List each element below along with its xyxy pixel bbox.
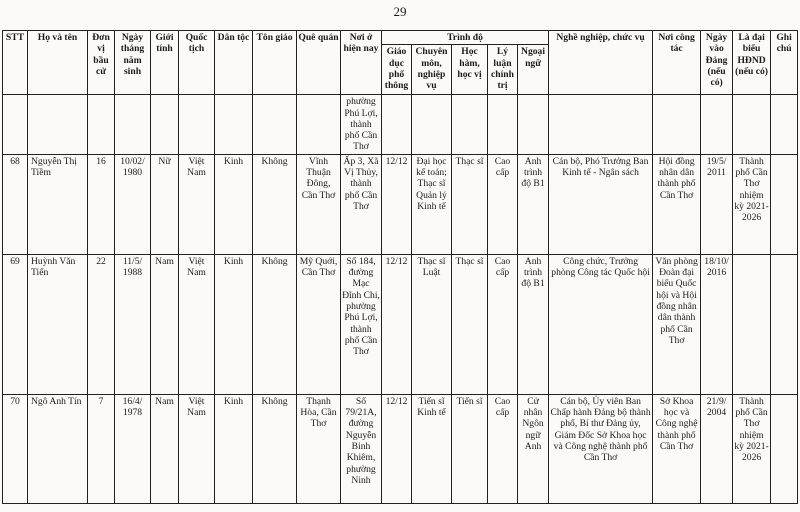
cell-stt: 68 bbox=[3, 154, 28, 254]
cell-name: Ngô Anh Tín bbox=[28, 394, 88, 503]
cell-religion: Không bbox=[253, 394, 297, 503]
cell-unit: 7 bbox=[88, 394, 115, 503]
cell-academic: Tiến sĩ bbox=[452, 394, 488, 503]
header-hometown: Quê quán bbox=[297, 31, 341, 95]
cell-language: Anh trình độ B1 bbox=[518, 154, 549, 254]
cell-delegate bbox=[733, 254, 771, 394]
header-note: Ghi chú bbox=[771, 31, 798, 95]
cell-political: Cao cấp bbox=[488, 394, 518, 503]
cell-party-date: 19/5/ 2011 bbox=[701, 154, 733, 254]
header-academic: Học hàm, học vị bbox=[452, 45, 488, 95]
cell-hometown: Mỹ Quới, Cần Thơ bbox=[297, 254, 341, 394]
table-row bbox=[3, 154, 798, 254]
header-unit: Đơn vị bầu cử bbox=[88, 31, 115, 95]
continuation-residence: phường Phú Lợi, thành phố Cần Thơ bbox=[341, 95, 382, 154]
header-ethnicity: Dân tộc bbox=[215, 31, 253, 95]
cell-political: Cao cấp bbox=[488, 154, 518, 254]
cell-name: Huỳnh Văn Tiến bbox=[28, 254, 88, 394]
cell-general-edu: 12/12 bbox=[382, 394, 412, 503]
header-occupation: Nghề nghiệp, chức vụ bbox=[549, 31, 653, 95]
cell-ethnicity: Kinh bbox=[215, 254, 253, 394]
candidate-table bbox=[2, 30, 798, 504]
cell-residence: Số 79/21A, đường Nguyễn Bỉnh Khiêm, phường Ninh bbox=[341, 394, 382, 503]
header-religion: Tôn giáo bbox=[253, 31, 297, 95]
page-number: 29 bbox=[393, 4, 407, 19]
header-education-group: Trình độ bbox=[382, 31, 549, 45]
cell-unit: 16 bbox=[88, 154, 115, 254]
cell-dob: 16/4/ 1978 bbox=[115, 394, 151, 503]
cell-occupation: Cán bộ, Ủy viên Ban Chấp hành Đảng bộ thành phố, Bí thư Đảng ủy, Giám Đốc Sở Khoa học và Công nghệ thành phố Cần Thơ bbox=[549, 394, 653, 503]
cell-dob: 10/02/ 1980 bbox=[115, 154, 151, 254]
cell-occupation: Cán bộ, Phó Trưởng Ban Kinh tế - Ngân sách bbox=[549, 154, 653, 254]
cell-stt: 69 bbox=[3, 254, 28, 394]
header-language: Ngoại ngữ bbox=[518, 45, 549, 95]
cell-general-edu: 12/12 bbox=[382, 154, 412, 254]
header-delegate: Là đại biểu HĐND (nếu có) bbox=[733, 31, 771, 95]
table-row bbox=[3, 254, 798, 394]
cell-residence: Ấp 3, Xã Vị Thủy, thành phố Cần Thơ bbox=[341, 154, 382, 254]
cell-professional: Thạc sĩ Luật bbox=[412, 254, 452, 394]
cell-gender: Nam bbox=[151, 394, 179, 503]
header-gender: Giới tính bbox=[151, 31, 179, 95]
cell-religion: Không bbox=[253, 154, 297, 254]
cell-occupation: Công chức, Trưởng phòng Công tác Quốc hội bbox=[549, 254, 653, 394]
cell-dob: 11/5/ 1988 bbox=[115, 254, 151, 394]
header-residence: Nơi ở hiện nay bbox=[341, 31, 382, 95]
continuation-row bbox=[3, 95, 798, 154]
cell-professional: Tiến sĩ Kinh tế bbox=[412, 394, 452, 503]
cell-unit: 22 bbox=[88, 254, 115, 394]
header-row-1 bbox=[3, 31, 798, 45]
cell-workplace: Sở Khoa học và Công nghệ thành phố Cần Thơ bbox=[653, 394, 701, 503]
header-dob: Ngày tháng năm sinh bbox=[115, 31, 151, 95]
cell-academic: Thạc sĩ bbox=[452, 154, 488, 254]
header-party-date: Ngày vào Đảng (nếu có) bbox=[701, 31, 733, 95]
header-nationality: Quốc tịch bbox=[179, 31, 215, 95]
cell-nationality: Việt Nam bbox=[179, 154, 215, 254]
cell-professional: Đại học kế toán; Thạc sĩ Quản lý Kinh tế bbox=[412, 154, 452, 254]
cell-party-date: 18/10/ 2016 bbox=[701, 254, 733, 394]
cell-workplace: Hội đồng nhân dân thành phố Cần Thơ bbox=[653, 154, 701, 254]
header-political: Lý luận chính trị bbox=[488, 45, 518, 95]
cell-general-edu: 12/12 bbox=[382, 254, 412, 394]
cell-gender: Nam bbox=[151, 254, 179, 394]
cell-language: Anh trình độ B1 bbox=[518, 254, 549, 394]
cell-political: Cao cấp bbox=[488, 254, 518, 394]
cell-residence: Số 184, đường Mạc Đĩnh Chi, phường Phú Lợi, thành phố Cần Thơ bbox=[341, 254, 382, 394]
cell-gender: Nữ bbox=[151, 154, 179, 254]
cell-nationality: Việt Nam bbox=[179, 254, 215, 394]
header-workplace: Nơi công tác bbox=[653, 31, 701, 95]
header-name: Họ và tên bbox=[28, 31, 88, 95]
cell-party-date: 21/9/ 2004 bbox=[701, 394, 733, 503]
cell-delegate: Thành phố Cần Thơ nhiệm kỳ 2021-2026 bbox=[733, 154, 771, 254]
table-row bbox=[3, 394, 798, 503]
header-stt: STT bbox=[3, 31, 28, 95]
cell-ethnicity: Kinh bbox=[215, 154, 253, 254]
cell-note bbox=[771, 154, 798, 254]
cell-stt: 70 bbox=[3, 394, 28, 503]
cell-note bbox=[771, 254, 798, 394]
header-professional: Chuyên môn, nghiệp vụ bbox=[412, 45, 452, 95]
cell-name: Nguyễn Thị Tiềm bbox=[28, 154, 88, 254]
cell-religion: Không bbox=[253, 254, 297, 394]
cell-academic: Thạc sĩ bbox=[452, 254, 488, 394]
cell-delegate: Thành phố Cần Thơ nhiệm kỳ 2021-2026 bbox=[733, 394, 771, 503]
cell-nationality: Việt Nam bbox=[179, 394, 215, 503]
header-general-edu: Giáo dục phổ thông bbox=[382, 45, 412, 95]
cell-note bbox=[771, 394, 798, 503]
cell-hometown: Thạnh Hòa, Cần Thơ bbox=[297, 394, 341, 503]
cell-hometown: Vĩnh Thuận Đông, Cần Thơ bbox=[297, 154, 341, 254]
cell-language: Cử nhân Ngôn ngữ Anh bbox=[518, 394, 549, 503]
cell-workplace: Văn phòng Đoàn đại biểu Quốc hội và Hội đồng nhân dân thành phố Cần Thơ bbox=[653, 254, 701, 394]
cell-ethnicity: Kinh bbox=[215, 394, 253, 503]
